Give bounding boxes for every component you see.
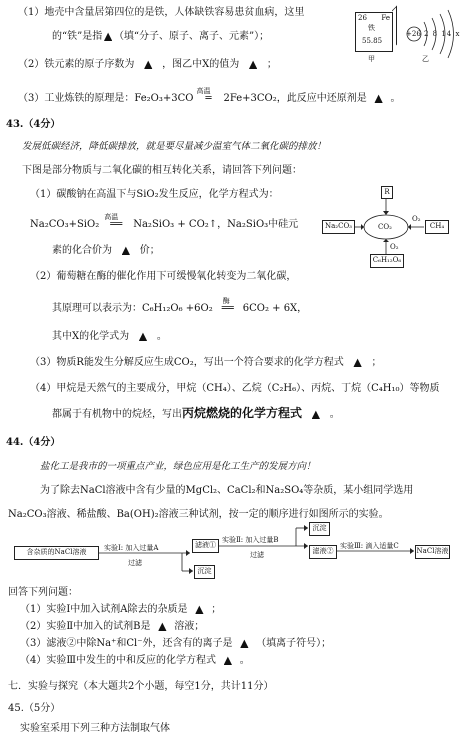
q44-intro-line1: 为了除去NaCl溶液中含有少量的MgCl₂、CaCl₂和Na₂SO₄等杂质，某小组同学选用 bbox=[40, 485, 414, 496]
q44-part4: （4）实验Ⅲ中发生的中和反应的化学方程式 ▲ 。 bbox=[20, 655, 250, 666]
flow-step1-label: 实验Ⅰ: 加入过量A bbox=[104, 544, 159, 552]
q42-part2: （2）铁元素的原子序数为 ▲ ，图乙中X的值为 ▲ ； bbox=[18, 59, 277, 70]
flow-filter1-label: 过滤 bbox=[128, 559, 142, 567]
flow-filter2-label: 过滤 bbox=[250, 551, 264, 559]
diagram-node-r: R bbox=[381, 186, 393, 199]
diagram-node-co2: CO₂ bbox=[378, 223, 392, 231]
q43-part4-line2: 都属于有机物中的烷烃，写出丙烷燃烧的化学方程式 ▲ 。 bbox=[52, 406, 340, 420]
q43-part2-equation: 其原理可以表示为：C₆H₁₂O₆ +6O₂ 酶 ══ 6CO₂ + 6X， bbox=[52, 297, 308, 314]
answer-blank: ▲ bbox=[224, 655, 232, 666]
q44-intro-line2: Na₂CO₃溶液、稀盐酸、Ba(OH)₂溶液三种试剂，按一定的顺序进行如图所示的实验。 bbox=[8, 509, 389, 520]
q43-part2-formula: 其中X的化学式为 ▲ 。 bbox=[52, 331, 167, 342]
answer-blank: ▲ bbox=[139, 331, 147, 342]
answer-blank: ▲ bbox=[374, 93, 383, 104]
q43-part3: （3）物质R能发生分解反应生成CO₂，写出一个符合要求的化学方程式 ▲ ； bbox=[30, 357, 382, 368]
figure-label-yi: 乙 bbox=[422, 55, 429, 63]
answer-blank: ▲ bbox=[122, 245, 130, 256]
q43-part1-valence: 素的化合价为 ▲ 价； bbox=[52, 245, 160, 256]
diagram-label-o2-down: O₂ bbox=[390, 243, 399, 251]
q43-intro: 下图是部分物质与二氧化碳的相互转化关系，请回答下列问题： bbox=[22, 165, 302, 176]
q42-part3: （3）工业炼铁的原理是：Fe₂O₃+3CO 高温 ═ 2Fe+3CO₂，此反应中还原剂是 ▲ 。 bbox=[18, 87, 401, 104]
section-7-heading: 七．实验与探究（本大题共2个小题，每空1分，共计11分） bbox=[8, 681, 274, 692]
answer-blank: ▲ bbox=[195, 604, 204, 615]
q43-part4-line1: （4）甲烷是天然气的主要成分，甲烷（CH₄）、乙烷（C₂H₆）、丙烷、丁烷（C₄H₁₀）等物质 bbox=[30, 383, 440, 394]
flow-precipitate1: 沉淀 bbox=[194, 565, 215, 579]
answer-blank: ▲ bbox=[249, 59, 257, 70]
element-symbol: Fe bbox=[381, 14, 390, 22]
q42-part1-line2: 的“铁”是指 ▲ （填“分子、原子、离子、元素”）； bbox=[52, 31, 270, 42]
answer-blank: ▲ bbox=[312, 409, 320, 420]
atomic-number: 26 bbox=[358, 14, 367, 22]
diagram-node-c6h12o6: C₆H₁₂O₆ bbox=[370, 254, 404, 268]
q42-part1-line1: （1）地壳中含量居第四位的是铁，人体缺铁容易患贫血病，这里 bbox=[18, 7, 305, 18]
q44-part3: （3）滤液②中除Na⁺和Cl⁻外，还含有的离子是 ▲ （填离子符号）； bbox=[20, 638, 332, 649]
answer-blank: ▲ bbox=[104, 31, 112, 42]
q43-slogan: 发展低碳经济，降低碳排放，就是要尽量减少温室气体二氧化碳的排放！ bbox=[22, 141, 327, 152]
q44-slogan: 盐化工是我市的一项重点产业，绿色应用是化工生产的发展方向！ bbox=[40, 461, 316, 472]
figure-label-jia: 甲 bbox=[368, 55, 375, 63]
flow-step2-label: 实验Ⅱ: 加入过量B bbox=[222, 536, 279, 544]
answer-blank: ▲ bbox=[144, 59, 153, 70]
q45-heading: 45.（5分） bbox=[8, 703, 61, 714]
flow-filtrate2: 滤液② bbox=[309, 545, 337, 559]
diagram-node-na2co3: Na₂CO₃ bbox=[322, 220, 355, 234]
flow-filtrate1: 滤液① bbox=[192, 539, 219, 553]
diagram-label-o2-right: O₂ bbox=[412, 215, 421, 223]
flow-step3-label: 实验Ⅲ: 滴入适量C bbox=[340, 542, 399, 550]
answer-blank: ▲ bbox=[240, 638, 249, 649]
electron-shells: 2 8 14 x bbox=[424, 30, 461, 38]
flow-start-solution: 含杂质的NaCl溶液 bbox=[14, 546, 99, 560]
diagram-node-ch4: CH₄ bbox=[425, 220, 449, 234]
q45-line1: 实验室采用下列三种方法制取气体 bbox=[20, 723, 170, 734]
answer-blank: ▲ bbox=[353, 357, 362, 368]
q44-part1: （1）实验Ⅰ中加入试剂A除去的杂质是 ▲ ； bbox=[20, 604, 222, 615]
element-name: 铁 bbox=[368, 24, 375, 32]
atomic-mass: 55.85 bbox=[362, 37, 383, 45]
flow-precipitate2: 沉淀 bbox=[309, 522, 330, 536]
nucleus-charge: +26 bbox=[406, 30, 421, 38]
q44-part2: （2）实验Ⅱ中加入的试剂B是 ▲ 溶液； bbox=[20, 621, 205, 632]
q43-heading: 43.（4分） bbox=[6, 119, 61, 130]
answer-blank: ▲ bbox=[158, 621, 167, 632]
q43-part1-equation: Na₂CO₃+SiO₂ 高温 ══ Na₂SiO₃ + CO₂↑，Na₂SiO₃中硅元 bbox=[30, 213, 299, 230]
q44-ask: 回答下列问题： bbox=[8, 587, 78, 598]
q43-part2-line1: （2）葡萄糖在酶的催化作用下可缓慢氧化转变为二氧化碳， bbox=[30, 271, 297, 282]
flow-end-solution: NaCl溶液 bbox=[415, 545, 450, 559]
q44-heading: 44.（4分） bbox=[6, 437, 61, 448]
q43-part1-line1: （1）碳酸钠在高温下与SiO₂发生反应，化学方程式为： bbox=[30, 189, 279, 200]
